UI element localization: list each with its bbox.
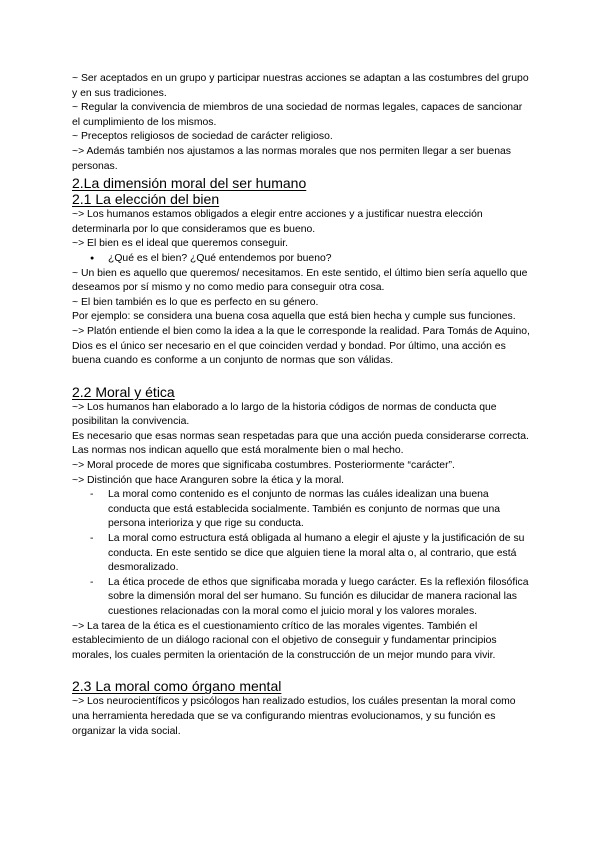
paragraph: ~ El bien también es lo que es perfecto en su género. (72, 296, 319, 308)
paragraph: ~> Moral procede de mores que significaba costumbres. Posteriormente “carácter”. (72, 460, 455, 472)
paragraph: ~> Distinción que hace Aranguren sobre la ética y la moral. (72, 474, 345, 486)
dash-marker: - (90, 576, 94, 588)
subsection-heading: 2.3 La moral como órgano mental (72, 678, 282, 695)
paragraph: Por ejemplo: se considera una buena cosa aquella que está bien hecha y cumple sus funciones. (72, 311, 516, 323)
paragraph: Es necesario que esas normas sean respetadas para que una acción pueda considerarse correcta. Las normas nos indican aquello que está moralmente bien o mal hecho. (72, 430, 529, 457)
dash-marker: - (90, 533, 94, 545)
paragraph: ~> La tarea de la ética es el cuestionamiento crítico de las morales vigentes. También el establecimiento de un diálogo racional con el objetivo de conseguir y fundamentar principios morales, los cuales permiten la orientación de la construcción de un mejor mundo para vivir. (72, 620, 497, 661)
spacer (72, 369, 532, 384)
paragraph: ~> Los humanos han elaborado a lo largo de la historia códigos de normas de conducta que posibilitan la convivencia. (72, 401, 497, 428)
paragraph: ~ Ser aceptados en un grupo y participar nuestras acciones se adaptan a las costumbres del grupo y en sus tradiciones. (72, 73, 529, 99)
section-heading: 2.La dimensión moral del ser humano (72, 175, 307, 192)
subsection-heading: 2.1 La elección del bien (72, 191, 220, 208)
spacer (72, 663, 532, 678)
dash-item (72, 532, 532, 576)
dash-item-text: La moral como contenido es el conjunto de normas las cuáles idealizan una buena conducta que está establecida socialmente. También es conjunto de normas que una persona interioriza y que rige su conducta. (108, 489, 501, 530)
bullet-item: ● ¿Qué es el bien? ¿Qué entendemos por bueno? (72, 252, 532, 267)
paragraph: ~> Los neurocientíficos y psicólogos han realizado estudios, los cuáles presentan la moral como una herramienta heredada que se va configurando mientras evolucionamos, y su función es organizar la vida social. (72, 696, 516, 737)
dash-item (72, 488, 532, 532)
document-page (72, 72, 532, 739)
paragraph: ~ Regular la convivencia de miembros de una sociedad de normas legales, capaces de sancionar el cumplimiento de los mismos. (72, 102, 523, 128)
paragraph: ~> Platón entiende el bien como la idea a la que le corresponde la realidad. Para Tomás de Aquino, Dios es el único ser necesario en el que coinciden verdad y bondad. Por último, una acción es buena cuando es conforme a un conjunto de normas que son válidas. (72, 325, 530, 367)
paragraph: ~ Un bien es aquello que queremos/ necesitamos. En este sentido, el último bien sería aquello que deseamos por sí mismo y no como medio para conseguir otra cosa. (72, 267, 528, 294)
paragraph: ~> Los humanos estamos obligados a elegir entre acciones y a justificar nuestra elección determinarla por lo que consideramos que es bueno. (72, 209, 483, 235)
dash-item-text: La moral como estructura está obligada al humano a elegir el ajuste y la justificación de su conducta. En este sentido se dice que alguien tiene la moral alta o, al contrario, que está desmoralizado. (108, 533, 525, 574)
dash-item (72, 576, 532, 620)
dash-marker: - (90, 489, 94, 501)
paragraph: ~ Preceptos religiosos de sociedad de carácter religioso. (72, 131, 333, 143)
subsection-heading: 2.2 Moral y ética (72, 383, 175, 400)
paragraph: ~> Además también nos ajustamos a las normas morales que nos permiten llegar a ser buenas personas. (72, 145, 511, 172)
paragraph: ~> El bien es el ideal que queremos conseguir. (72, 238, 289, 250)
dash-item-text: La ética procede de ethos que significaba morada y luego carácter. Es la reflexión filosófica sobre la dimensión moral del ser humano. Su función es dilucidar de manera racional las cuestiones relacionadas con la moral como el juicio moral y los valores morales. (108, 576, 529, 617)
